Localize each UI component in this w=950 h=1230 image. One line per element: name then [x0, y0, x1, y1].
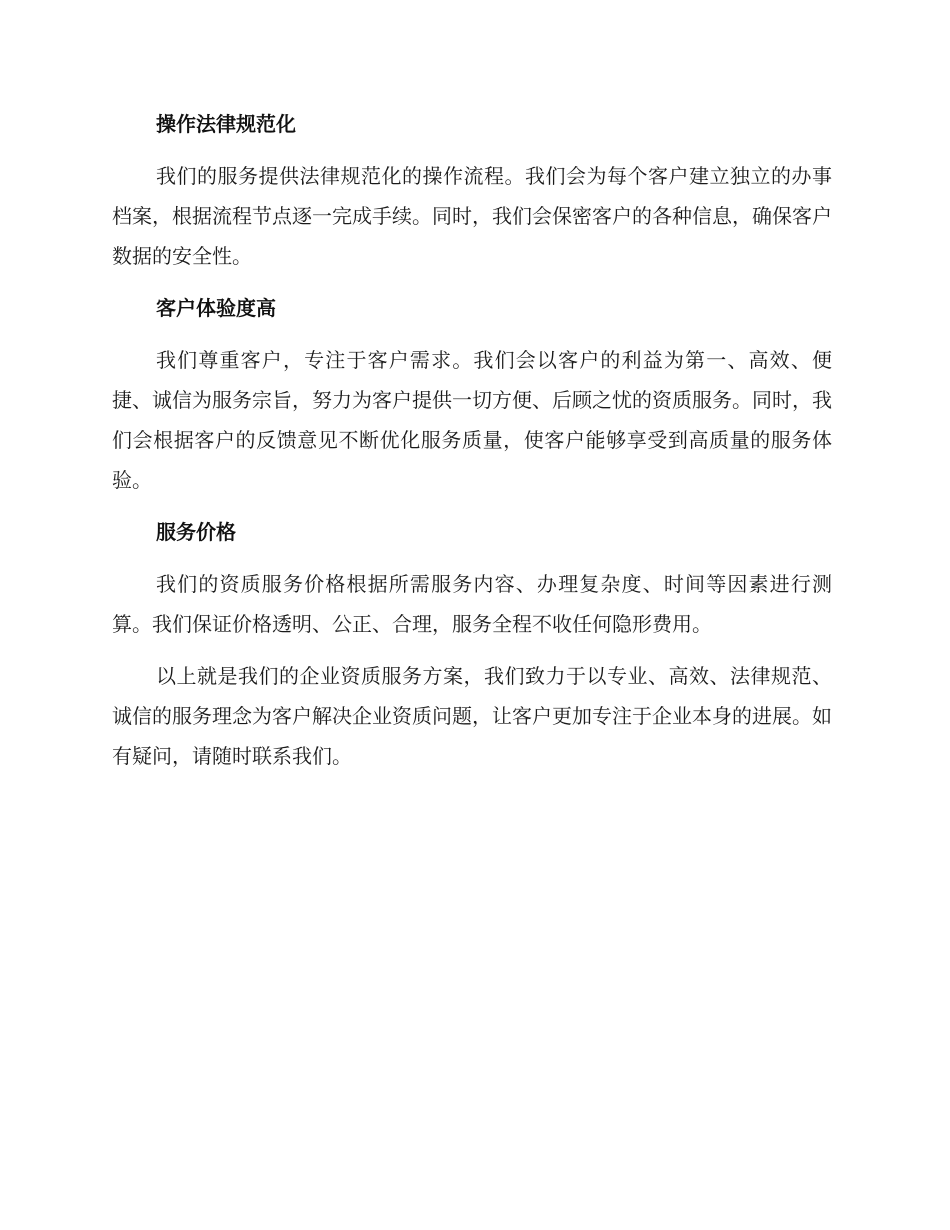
section-heading-price: 服务价格	[156, 520, 236, 544]
section-paragraph-legal: 我们的服务提供法律规范化的操作流程。我们会为每个客户建立独立的办事档案，根据流程节点逐一完成手续。同时，我们会保密客户的各种信息，确保客户数据的安全性。	[112, 164, 832, 268]
section-heading-experience: 客户体验度高	[156, 296, 276, 320]
document-page	[112, 104, 832, 788]
section-paragraph-price: 我们的资质服务价格根据所需服务内容、办理复杂度、时间等因素进行测算。我们保证价格透明、公正、合理，服务全程不收任何隐形费用。	[112, 572, 832, 636]
section-heading-legal: 操作法律规范化	[156, 112, 296, 136]
closing-paragraph: 以上就是我们的企业资质服务方案，我们致力于以专业、高效、法律规范、诚信的服务理念为客户解决企业资质问题，让客户更加专注于企业本身的进展。如有疑问，请随时联系我们。	[112, 664, 832, 768]
section-paragraph-experience: 我们尊重客户，专注于客户需求。我们会以客户的利益为第一、高效、便捷、诚信为服务宗旨，努力为客户提供一切方便、后顾之忧的资质服务。同时，我们会根据客户的反馈意见不断优化服务质量，使客户能够享受到高质量的服务体验。	[112, 348, 832, 492]
